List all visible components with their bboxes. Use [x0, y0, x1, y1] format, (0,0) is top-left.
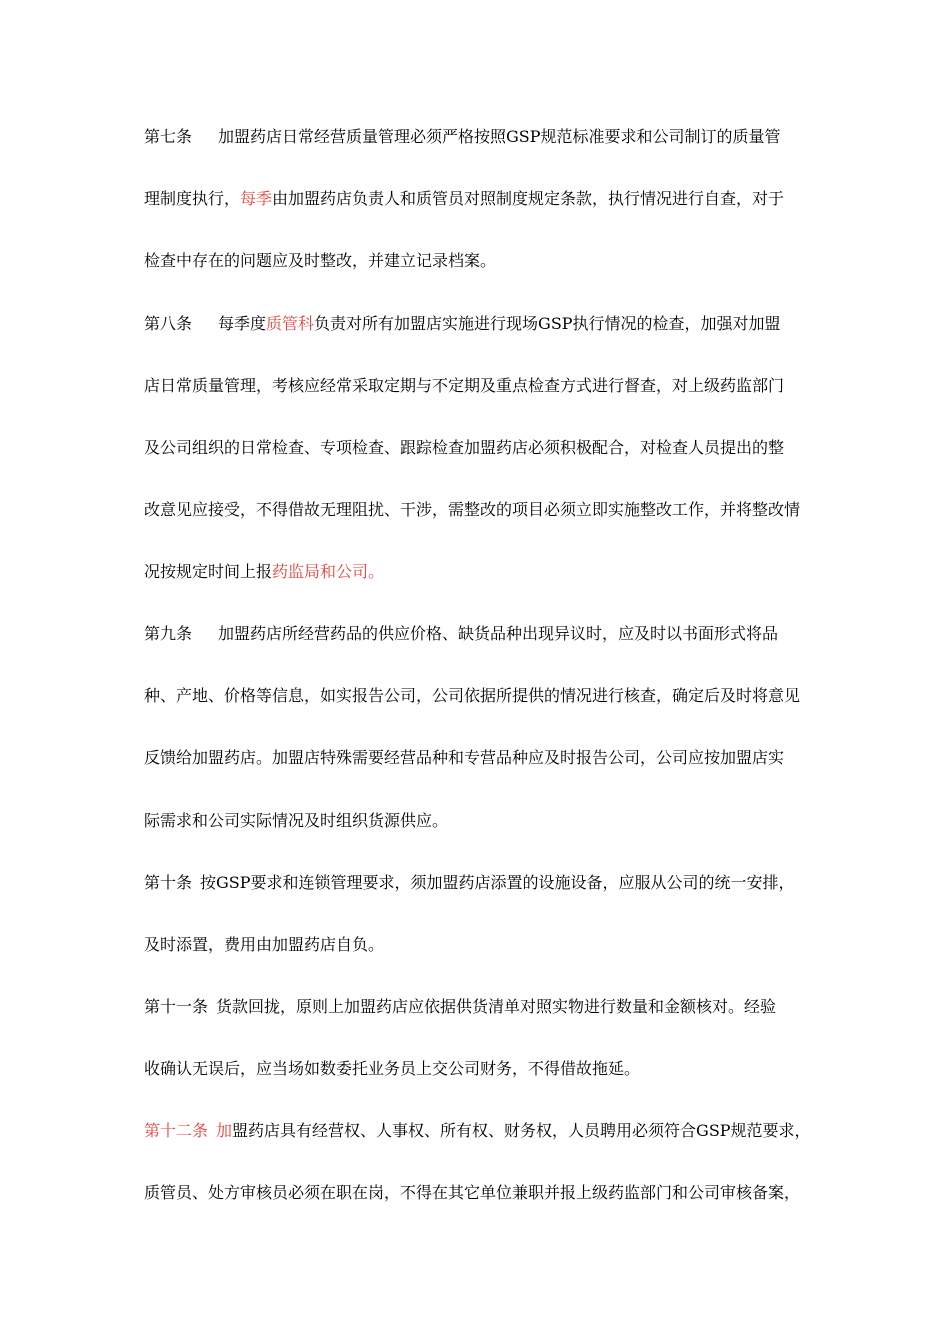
article-8-line-5 [144, 559, 824, 585]
article-8-label: 第八条 [144, 314, 193, 333]
article-8-text-1c: 负责对所有加盟店实施进行现场GSP执行情况的检查，加强对加盟 [314, 314, 781, 333]
article-7-line-2 [144, 186, 824, 212]
article-10-line-2 [144, 932, 824, 958]
article-12-line-2 [144, 1180, 824, 1206]
article-11-line-1 [144, 994, 824, 1020]
article-7-line-3 [144, 248, 824, 274]
article-8-line-3 [144, 435, 824, 461]
article-9-line-4 [144, 808, 824, 834]
article-7-text-3: 检查中存在的问题应及时整改，并建立记录档案。 [144, 251, 497, 270]
article-9-line-2 [144, 683, 824, 709]
article-12-highlight: 加 [216, 1121, 233, 1140]
article-8-highlight: 质管科 [266, 314, 315, 333]
article-7-highlight: 每季 [240, 189, 273, 208]
article-9-line-1 [144, 621, 824, 647]
article-9-text-1: 加盟药店所经营药品的供应价格、缺货品种出现异议时，应及时以书面形式将品 [218, 624, 779, 643]
article-9-line-3 [144, 745, 824, 771]
article-8-line-4 [144, 497, 824, 523]
article-10-line-1 [144, 870, 824, 896]
article-8-text-1a: 每季度 [218, 314, 267, 333]
article-8-line-1 [144, 311, 824, 337]
article-8-text-3: 及公司组织的日常检查、专项检查、跟踪检查加盟药店必须积极配合，对检查人员提出的整 [144, 438, 785, 457]
article-7-label: 第七条 [144, 127, 193, 146]
article-9-text-3: 反馈给加盟药店。加盟店特殊需要经营品种和专营品种应及时报告公司，公司应按加盟店实 [144, 748, 785, 767]
article-8-text-4: 改意见应接受，不得借故无理阻扰、干涉，需整改的项目必须立即实施整改工作，并将整改情 [144, 500, 801, 519]
article-12-line-1 [144, 1118, 824, 1144]
article-9-text-4: 际需求和公司实际情况及时组织货源供应。 [144, 811, 449, 830]
article-11-text-2: 收确认无误后，应当场如数委托业务员上交公司财务，不得借故拖延。 [144, 1059, 641, 1078]
article-8-highlight-2: 药监局和公司。 [272, 562, 385, 581]
article-7-text-2c: 由加盟药店负责人和质管员对照制度规定条款，执行情况进行自查，对于 [272, 189, 785, 208]
article-9-label: 第九条 [144, 624, 193, 643]
article-7-text-1: 加盟药店日常经营质量管理必须严格按照GSP规范标准要求和公司制订的质量管 [218, 127, 781, 146]
article-10-text-1: 按GSP要求和连锁管理要求，须加盟药店添置的设施设备，应服从公司的统一安排， [200, 873, 795, 892]
article-11-line-2 [144, 1056, 824, 1082]
article-10-text-2: 及时添置，费用由加盟药店自负。 [144, 935, 385, 954]
article-7-text-2a: 理制度执行， [144, 189, 241, 208]
article-7-line-1 [144, 124, 824, 150]
article-8-text-5a: 况按规定时间上报 [144, 562, 273, 581]
article-11-label: 第十一条 [144, 997, 209, 1016]
article-8-text-2: 店日常质量管理，考核应经常采取定期与不定期及重点检查方式进行督查，对上级药监部门 [144, 376, 785, 395]
article-12-label: 第十二条 [144, 1121, 209, 1140]
article-8-line-2 [144, 373, 824, 399]
article-12-text-1b: 盟药店具有经营权、人事权、所有权、财务权，人员聘用必须符合GSP规范要求， [232, 1121, 811, 1140]
article-10-label: 第十条 [144, 873, 193, 892]
article-9-text-2: 种、产地、价格等信息，如实报告公司，公司依据所提供的情况进行核查，确定后及时将意见 [144, 686, 801, 705]
article-12-text-2: 质管员、处方审核员必须在职在岗，不得在其它单位兼职并报上级药监部门和公司审核备案， [144, 1183, 801, 1202]
article-11-text-1: 货款回拢，原则上加盟药店应依据供货清单对照实物进行数量和金额核对。经验 [216, 997, 777, 1016]
